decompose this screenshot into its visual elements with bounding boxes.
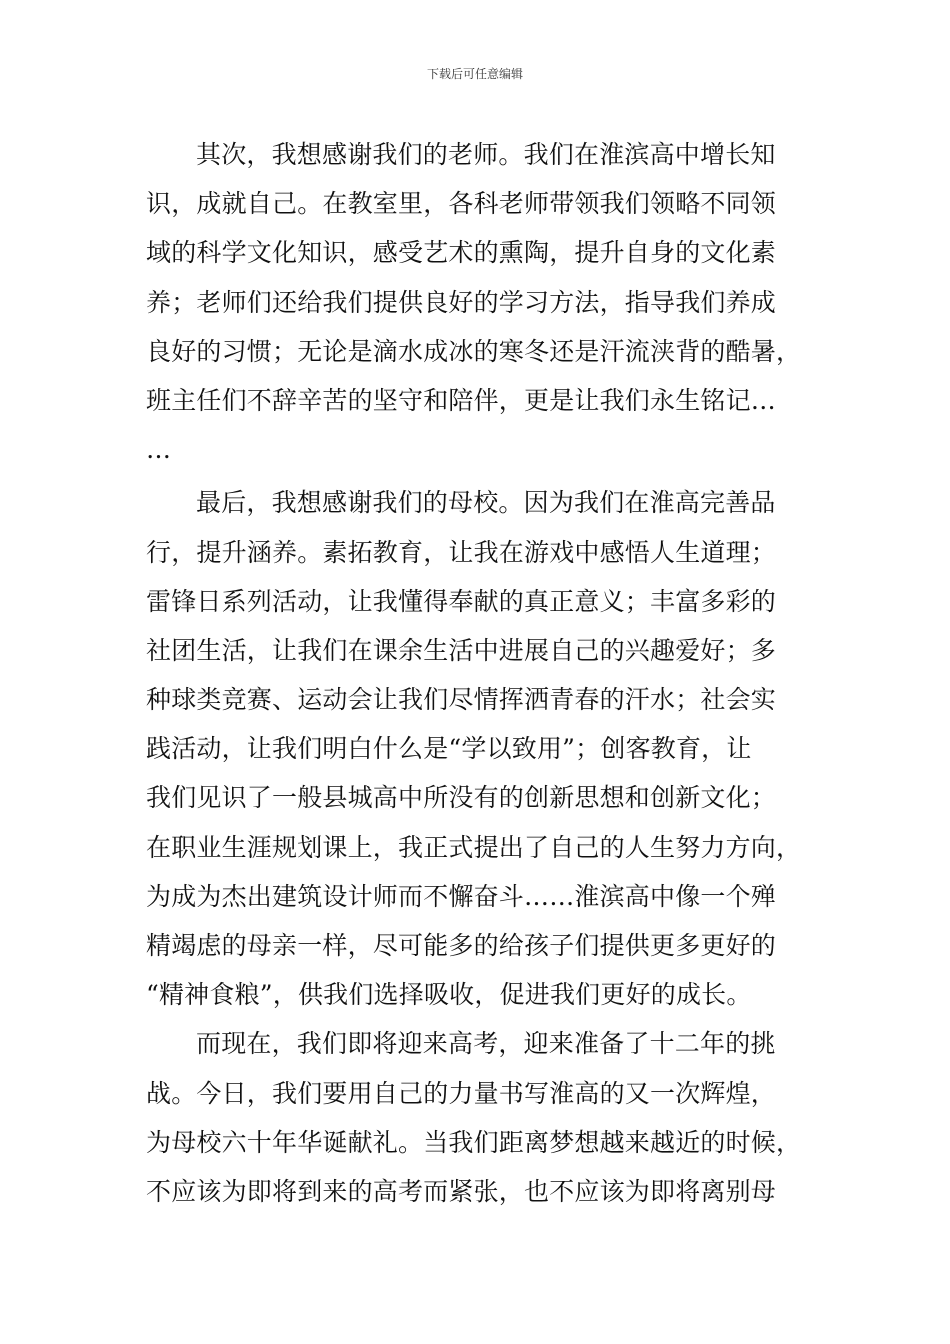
text-line: 行，提升涵养。素拓教育，让我在游戏中感悟人生道理； — [146, 537, 777, 567]
text-line: … — [146, 435, 172, 465]
text-line: 养；老师们还给我们提供良好的学习方法，指导我们养成 — [146, 287, 777, 317]
text-line: 战。今日，我们要用自己的力量书写淮高的又一次辉煌， — [146, 1078, 777, 1108]
text-line: 社团生活，让我们在课余生活中进展自己的兴趣爱好；多 — [146, 635, 777, 665]
paragraph-thanks-school — [146, 478, 806, 1019]
text-line: 种球类竞赛、运动会让我们尽情挥洒青春的汗水；社会实 — [146, 685, 777, 715]
text-line: 精竭虑的母亲一样，尽可能多的给孩子们提供更多更好的 — [146, 931, 777, 960]
text-line: 其次，我想感谢我们的老师。我们在淮滨高中增长知 — [196, 140, 776, 169]
document-body — [146, 130, 806, 1216]
text-line: 践活动，让我们明白什么是“学以致用”；创客教育，让 — [146, 734, 752, 764]
text-line: 为母校六十年华诞献礼。当我们距离梦想越来越近的时候， — [146, 1127, 802, 1157]
text-line: 而现在，我们即将迎来高考，迎来准备了十二年的挑 — [196, 1029, 776, 1059]
text-line: 在职业生涯规划课上，我正式提出了自己的人生努力方向， — [146, 832, 802, 862]
text-line: 最后，我想感谢我们的母校。因为我们在淮高完善品 — [196, 488, 776, 518]
text-line: 识，成就自己。在教室里，各科老师带领我们领略不同领 — [146, 189, 777, 219]
text-line: 雷锋日系列活动，让我懂得奉献的真正意义；丰富多彩的 — [146, 586, 777, 616]
text-line: 良好的习惯；无论是滴水成冰的寒冬还是汗流浃背的酷暑， — [146, 336, 802, 366]
text-line: 域的科学文化知识，感受艺术的熏陶，提升自身的文化素 — [146, 238, 777, 268]
paragraph-thanks-teachers — [146, 130, 806, 474]
text-line: “精神食粮”，供我们选择吸收，促进我们更好的成长。 — [146, 980, 752, 1010]
text-line: 我们见识了一般县城高中所没有的创新思想和创新文化； — [146, 783, 777, 813]
text-line: 不应该为即将到来的高考而紧张，也不应该为即将离别母 — [146, 1176, 777, 1206]
text-line: 为成为杰出建筑设计师而不懈奋斗……淮滨高中像一个殚 — [146, 881, 777, 911]
page-header: 下载后可任意编辑 — [426, 67, 523, 81]
paragraph-gaokao — [146, 1019, 806, 1216]
text-line: 班主任们不辞辛苦的坚守和陪伴，更是让我们永生铭记… — [146, 385, 777, 415]
